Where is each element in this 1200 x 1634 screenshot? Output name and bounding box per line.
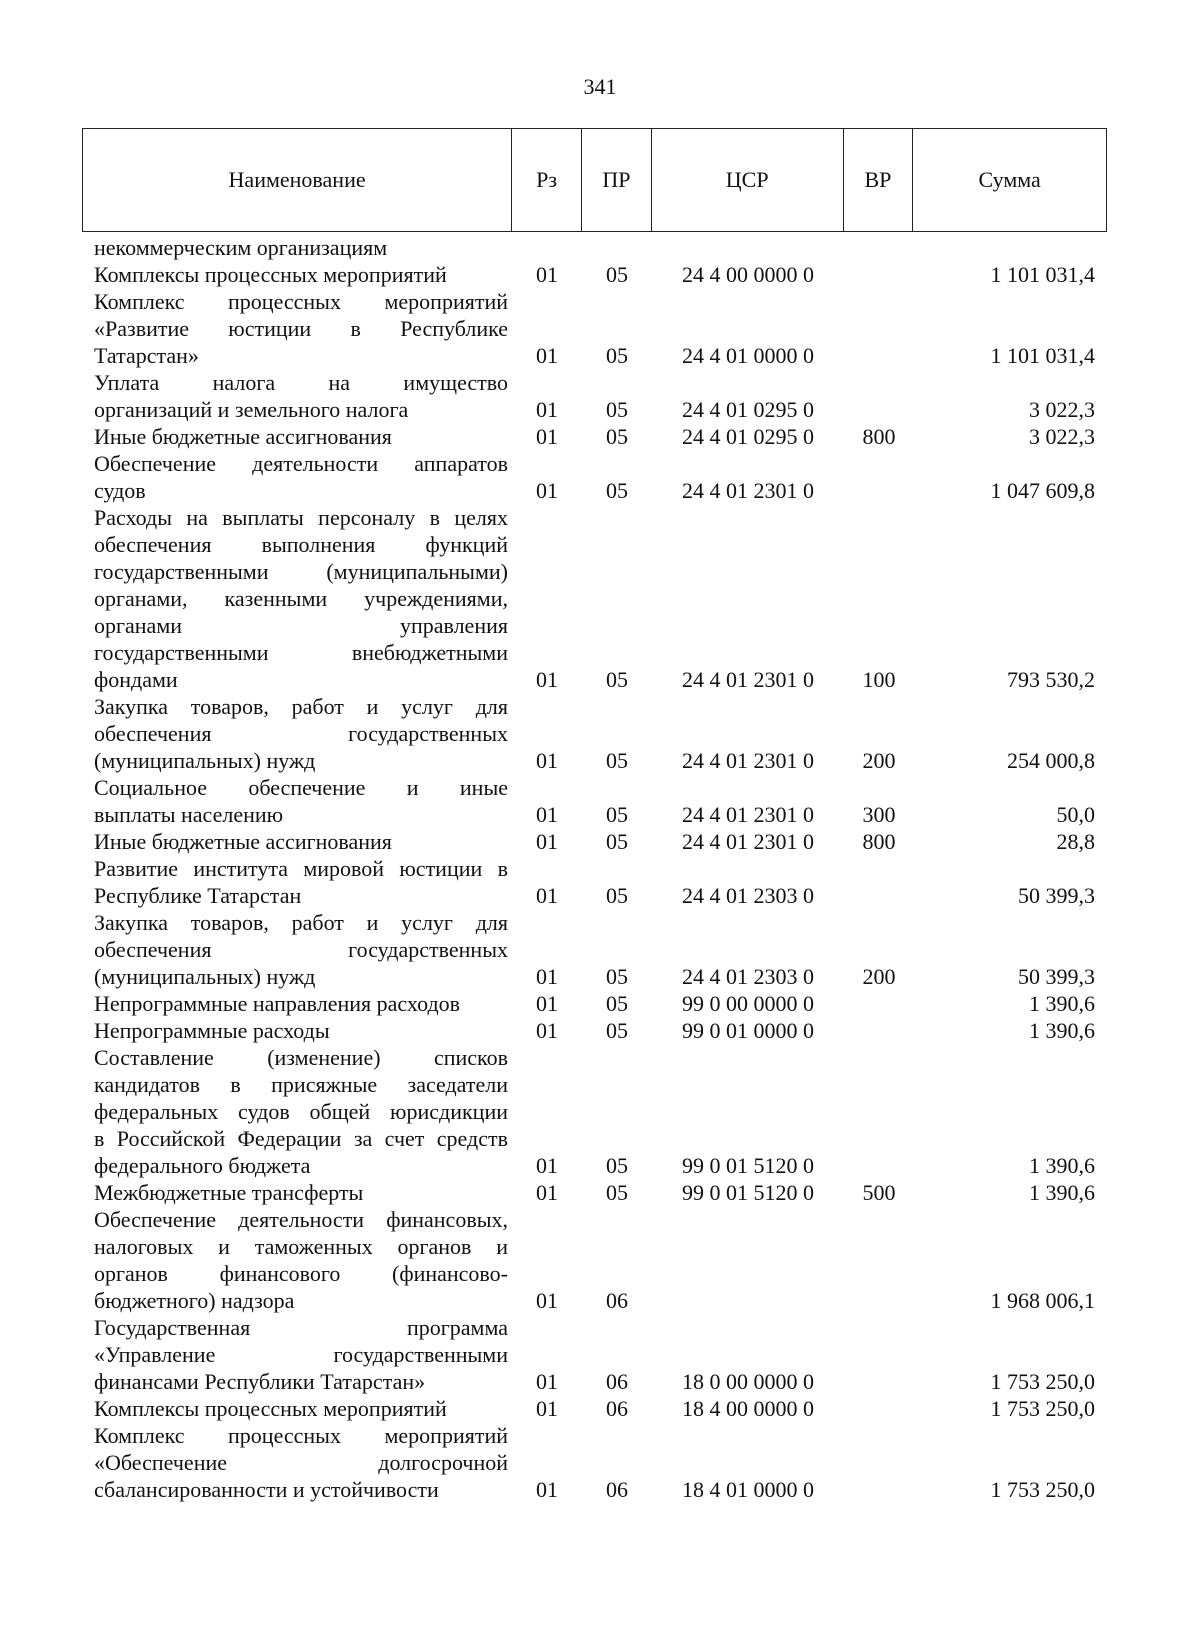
row-name <box>82 1206 512 1314</box>
header-name: Наименование <box>83 129 512 231</box>
table-header <box>82 128 1107 232</box>
row-rz: 01 <box>536 964 558 989</box>
table-row <box>82 1179 1107 1206</box>
row-name <box>82 504 512 693</box>
row-pr: 05 <box>606 667 628 692</box>
row-rz: 01 <box>536 1153 558 1178</box>
table-row <box>82 1422 1107 1503</box>
row-rz: 01 <box>536 991 558 1016</box>
row-rz: 01 <box>536 262 558 287</box>
row-name-line: Уплата налога на имущество <box>94 370 508 395</box>
row-name-line: Иные бюджетные ассигнования <box>94 424 392 449</box>
row-rz: 01 <box>536 1018 558 1043</box>
row-rz: 01 <box>536 343 558 368</box>
row-rz: 01 <box>536 667 558 692</box>
row-sum: 793 530,2 <box>1007 667 1095 692</box>
row-name <box>82 423 512 450</box>
row-name-line: Комплекс процессных мероприятий <box>94 1423 508 1448</box>
table-row <box>82 423 1107 450</box>
row-rz: 01 <box>536 748 558 773</box>
table-row <box>82 288 1107 369</box>
row-name-line: сбалансированности и устойчивости <box>94 1477 439 1502</box>
row-name <box>82 774 512 828</box>
table-row <box>82 828 1107 855</box>
row-sum: 3 022,3 <box>1029 397 1095 422</box>
row-pr: 05 <box>606 1153 628 1178</box>
row-rz: 01 <box>536 1288 558 1313</box>
row-name <box>82 1179 512 1206</box>
row-sum: 50 399,3 <box>1018 883 1095 908</box>
row-sum: 254 000,8 <box>1007 748 1095 773</box>
row-name-line: органов финансового (финансово- <box>94 1261 508 1286</box>
row-pr: 05 <box>606 1180 628 1205</box>
row-name-line: бюджетного) надзора <box>94 1288 295 1313</box>
row-name-line: государственными внебюджетными <box>94 640 508 665</box>
table-row <box>82 1044 1107 1179</box>
header-rz: Рз <box>512 129 582 231</box>
row-name-line: (муниципальных) нужд <box>94 748 316 773</box>
row-csr: 24 4 01 0000 0 <box>682 343 814 368</box>
row-sum: 1 101 031,4 <box>990 343 1095 368</box>
row-name-line: фондами <box>94 667 178 692</box>
row-name-line: выплаты населению <box>94 802 284 827</box>
row-sum: 50,0 <box>1056 802 1095 827</box>
row-pr: 05 <box>606 424 628 449</box>
row-sum: 1 390,6 <box>1029 1153 1095 1178</box>
row-csr: 24 4 01 2301 0 <box>682 667 814 692</box>
row-sum: 1 390,6 <box>1029 991 1095 1016</box>
row-csr: 24 4 01 2303 0 <box>682 883 814 908</box>
row-name <box>82 693 512 774</box>
row-name <box>82 1395 512 1422</box>
row-name-line: органами, казенными учреждениями, <box>94 586 508 611</box>
row-csr: 24 4 01 2303 0 <box>682 964 814 989</box>
row-name-line: государственными (муниципальными) <box>94 559 508 584</box>
row-csr: 99 0 01 5120 0 <box>682 1153 814 1178</box>
row-sum: 28,8 <box>1056 829 1095 854</box>
row-name-line: Развитие института мировой юстиции в <box>94 856 508 881</box>
row-name-line: «Обеспечение долгосрочной <box>94 1450 508 1475</box>
row-name-line: Составление (изменение) списков <box>94 1045 508 1070</box>
row-name-line: Обеспечение деятельности финансовых, <box>94 1207 508 1232</box>
row-pr: 05 <box>606 991 628 1016</box>
row-sum: 50 399,3 <box>1018 964 1095 989</box>
row-name-line: «Управление государственными <box>94 1342 508 1367</box>
row-name-line: «Развитие юстиции в Республике <box>94 316 508 341</box>
row-name-line: обеспечения выполнения функций <box>94 532 508 557</box>
row-csr: 24 4 01 0295 0 <box>682 397 814 422</box>
row-vr: 200 <box>862 748 896 773</box>
row-vr: 100 <box>862 667 896 692</box>
table-row <box>82 1314 1107 1395</box>
row-rz: 01 <box>536 1180 558 1205</box>
row-name-line: Закупка товаров, работ и услуг для <box>94 910 508 935</box>
row-csr: 18 4 00 0000 0 <box>682 1396 814 1421</box>
row-name-line: Расходы на выплаты персоналу в целях <box>94 505 508 530</box>
row-name-line: органами управления <box>94 613 508 638</box>
row-rz: 01 <box>536 883 558 908</box>
table-row <box>82 990 1107 1017</box>
table-row <box>82 855 1107 909</box>
row-csr: 24 4 01 2301 0 <box>682 829 814 854</box>
row-sum: 3 022,3 <box>1029 424 1095 449</box>
row-pr: 05 <box>606 883 628 908</box>
row-sum: 1 047 609,8 <box>990 478 1095 503</box>
row-rz: 01 <box>536 802 558 827</box>
row-vr: 500 <box>862 1180 896 1205</box>
row-csr: 24 4 00 0000 0 <box>682 262 814 287</box>
row-sum: 1 390,6 <box>1029 1018 1095 1043</box>
row-vr: 200 <box>862 964 896 989</box>
row-name <box>82 288 512 369</box>
table-row <box>82 504 1107 693</box>
row-sum: 1 390,6 <box>1029 1180 1095 1205</box>
row-csr: 18 0 00 0000 0 <box>682 1369 814 1394</box>
row-pr: 05 <box>606 478 628 503</box>
row-name-line: Комплекс процессных мероприятий <box>94 289 508 314</box>
row-name-line: кандидатов в присяжные заседатели <box>94 1072 508 1097</box>
row-name <box>82 909 512 990</box>
row-rz: 01 <box>536 424 558 449</box>
row-name-line: Непрограммные направления расходов <box>94 991 461 1016</box>
row-rz: 01 <box>536 829 558 854</box>
row-name-line: финансами Республики Татарстан» <box>94 1369 426 1394</box>
row-name-line: Комплексы процессных мероприятий <box>94 1396 447 1421</box>
row-pr: 05 <box>606 802 628 827</box>
row-rz: 01 <box>536 1369 558 1394</box>
row-sum: 1 753 250,0 <box>990 1396 1095 1421</box>
table-row <box>82 693 1107 774</box>
row-rz: 01 <box>536 1477 558 1502</box>
table-body <box>82 234 1107 1503</box>
row-name-line: Непрограммные расходы <box>94 1018 330 1043</box>
row-csr: 24 4 01 2301 0 <box>682 478 814 503</box>
table-row <box>82 261 1107 288</box>
row-rz: 01 <box>536 1396 558 1421</box>
row-name-line: обеспечения государственных <box>94 937 508 962</box>
table-row <box>82 909 1107 990</box>
row-csr: 18 4 01 0000 0 <box>682 1477 814 1502</box>
row-name-line: Закупка товаров, работ и услуг для <box>94 694 508 719</box>
row-name-line: некоммерческим организациям <box>94 235 388 260</box>
row-csr: 24 4 01 2301 0 <box>682 748 814 773</box>
row-name <box>82 450 512 504</box>
row-csr: 24 4 01 2301 0 <box>682 802 814 827</box>
row-name <box>82 855 512 909</box>
table-row <box>82 1395 1107 1422</box>
row-name-line: обеспечения государственных <box>94 721 508 746</box>
row-name-line: Социальное обеспечение и иные <box>94 775 508 800</box>
row-name <box>82 828 512 855</box>
row-pr: 05 <box>606 397 628 422</box>
page-number: 341 <box>583 74 617 99</box>
row-name <box>82 990 512 1017</box>
row-name <box>82 1422 512 1503</box>
table-row <box>82 1017 1107 1044</box>
row-csr: 99 0 01 5120 0 <box>682 1180 814 1205</box>
row-name-line: Татарстан» <box>94 343 199 368</box>
row-name <box>82 369 512 423</box>
header-pr: ПР <box>582 129 652 231</box>
row-name <box>82 261 512 288</box>
table-row <box>82 1206 1107 1314</box>
table-row <box>82 234 1107 261</box>
row-name-line: Межбюджетные трансферты <box>94 1180 364 1205</box>
row-name-line: Иные бюджетные ассигнования <box>94 829 392 854</box>
row-vr: 300 <box>862 802 896 827</box>
row-name <box>82 234 512 261</box>
row-sum: 1 968 006,1 <box>990 1288 1095 1313</box>
row-pr: 05 <box>606 262 628 287</box>
row-name-line: в Российской Федерации за счет средств <box>94 1126 508 1151</box>
row-name <box>82 1044 512 1179</box>
row-sum: 1 101 031,4 <box>990 262 1095 287</box>
row-vr: 800 <box>862 424 896 449</box>
header-vr: ВР <box>844 129 914 231</box>
row-vr: 800 <box>862 829 896 854</box>
header-sum: Сумма <box>978 167 1041 192</box>
row-name-line: Государственная программа <box>94 1315 508 1340</box>
row-csr: 99 0 01 0000 0 <box>682 1018 814 1043</box>
row-pr: 05 <box>606 964 628 989</box>
row-name-line: федерального бюджета <box>94 1153 311 1178</box>
row-sum: 1 753 250,0 <box>990 1369 1095 1394</box>
row-rz: 01 <box>536 478 558 503</box>
row-rz: 01 <box>536 397 558 422</box>
row-pr: 06 <box>606 1477 628 1502</box>
row-name-line: Республике Татарстан <box>94 883 302 908</box>
row-pr: 05 <box>606 1018 628 1043</box>
row-name <box>82 1017 512 1044</box>
row-pr: 06 <box>606 1396 628 1421</box>
row-name-line: организаций и земельного налога <box>94 397 409 422</box>
table-row <box>82 450 1107 504</box>
row-pr: 06 <box>606 1369 628 1394</box>
row-name-line: Комплексы процессных мероприятий <box>94 262 447 287</box>
row-name-line: (муниципальных) нужд <box>94 964 316 989</box>
row-name <box>82 1314 512 1395</box>
row-pr: 06 <box>606 1288 628 1313</box>
row-name-line: судов <box>94 478 146 503</box>
row-pr: 05 <box>606 829 628 854</box>
table-row <box>82 369 1107 423</box>
row-name-line: федеральных судов общей юрисдикции <box>94 1099 508 1124</box>
table-row <box>82 774 1107 828</box>
row-csr: 99 0 00 0000 0 <box>682 991 814 1016</box>
row-pr: 05 <box>606 748 628 773</box>
row-sum: 1 753 250,0 <box>990 1477 1095 1502</box>
header-csr: ЦСР <box>652 129 844 231</box>
row-name-line: Обеспечение деятельности аппаратов <box>94 451 508 476</box>
row-name-line: налоговых и таможенных органов и <box>94 1234 508 1259</box>
row-pr: 05 <box>606 343 628 368</box>
row-csr: 24 4 01 0295 0 <box>682 424 814 449</box>
